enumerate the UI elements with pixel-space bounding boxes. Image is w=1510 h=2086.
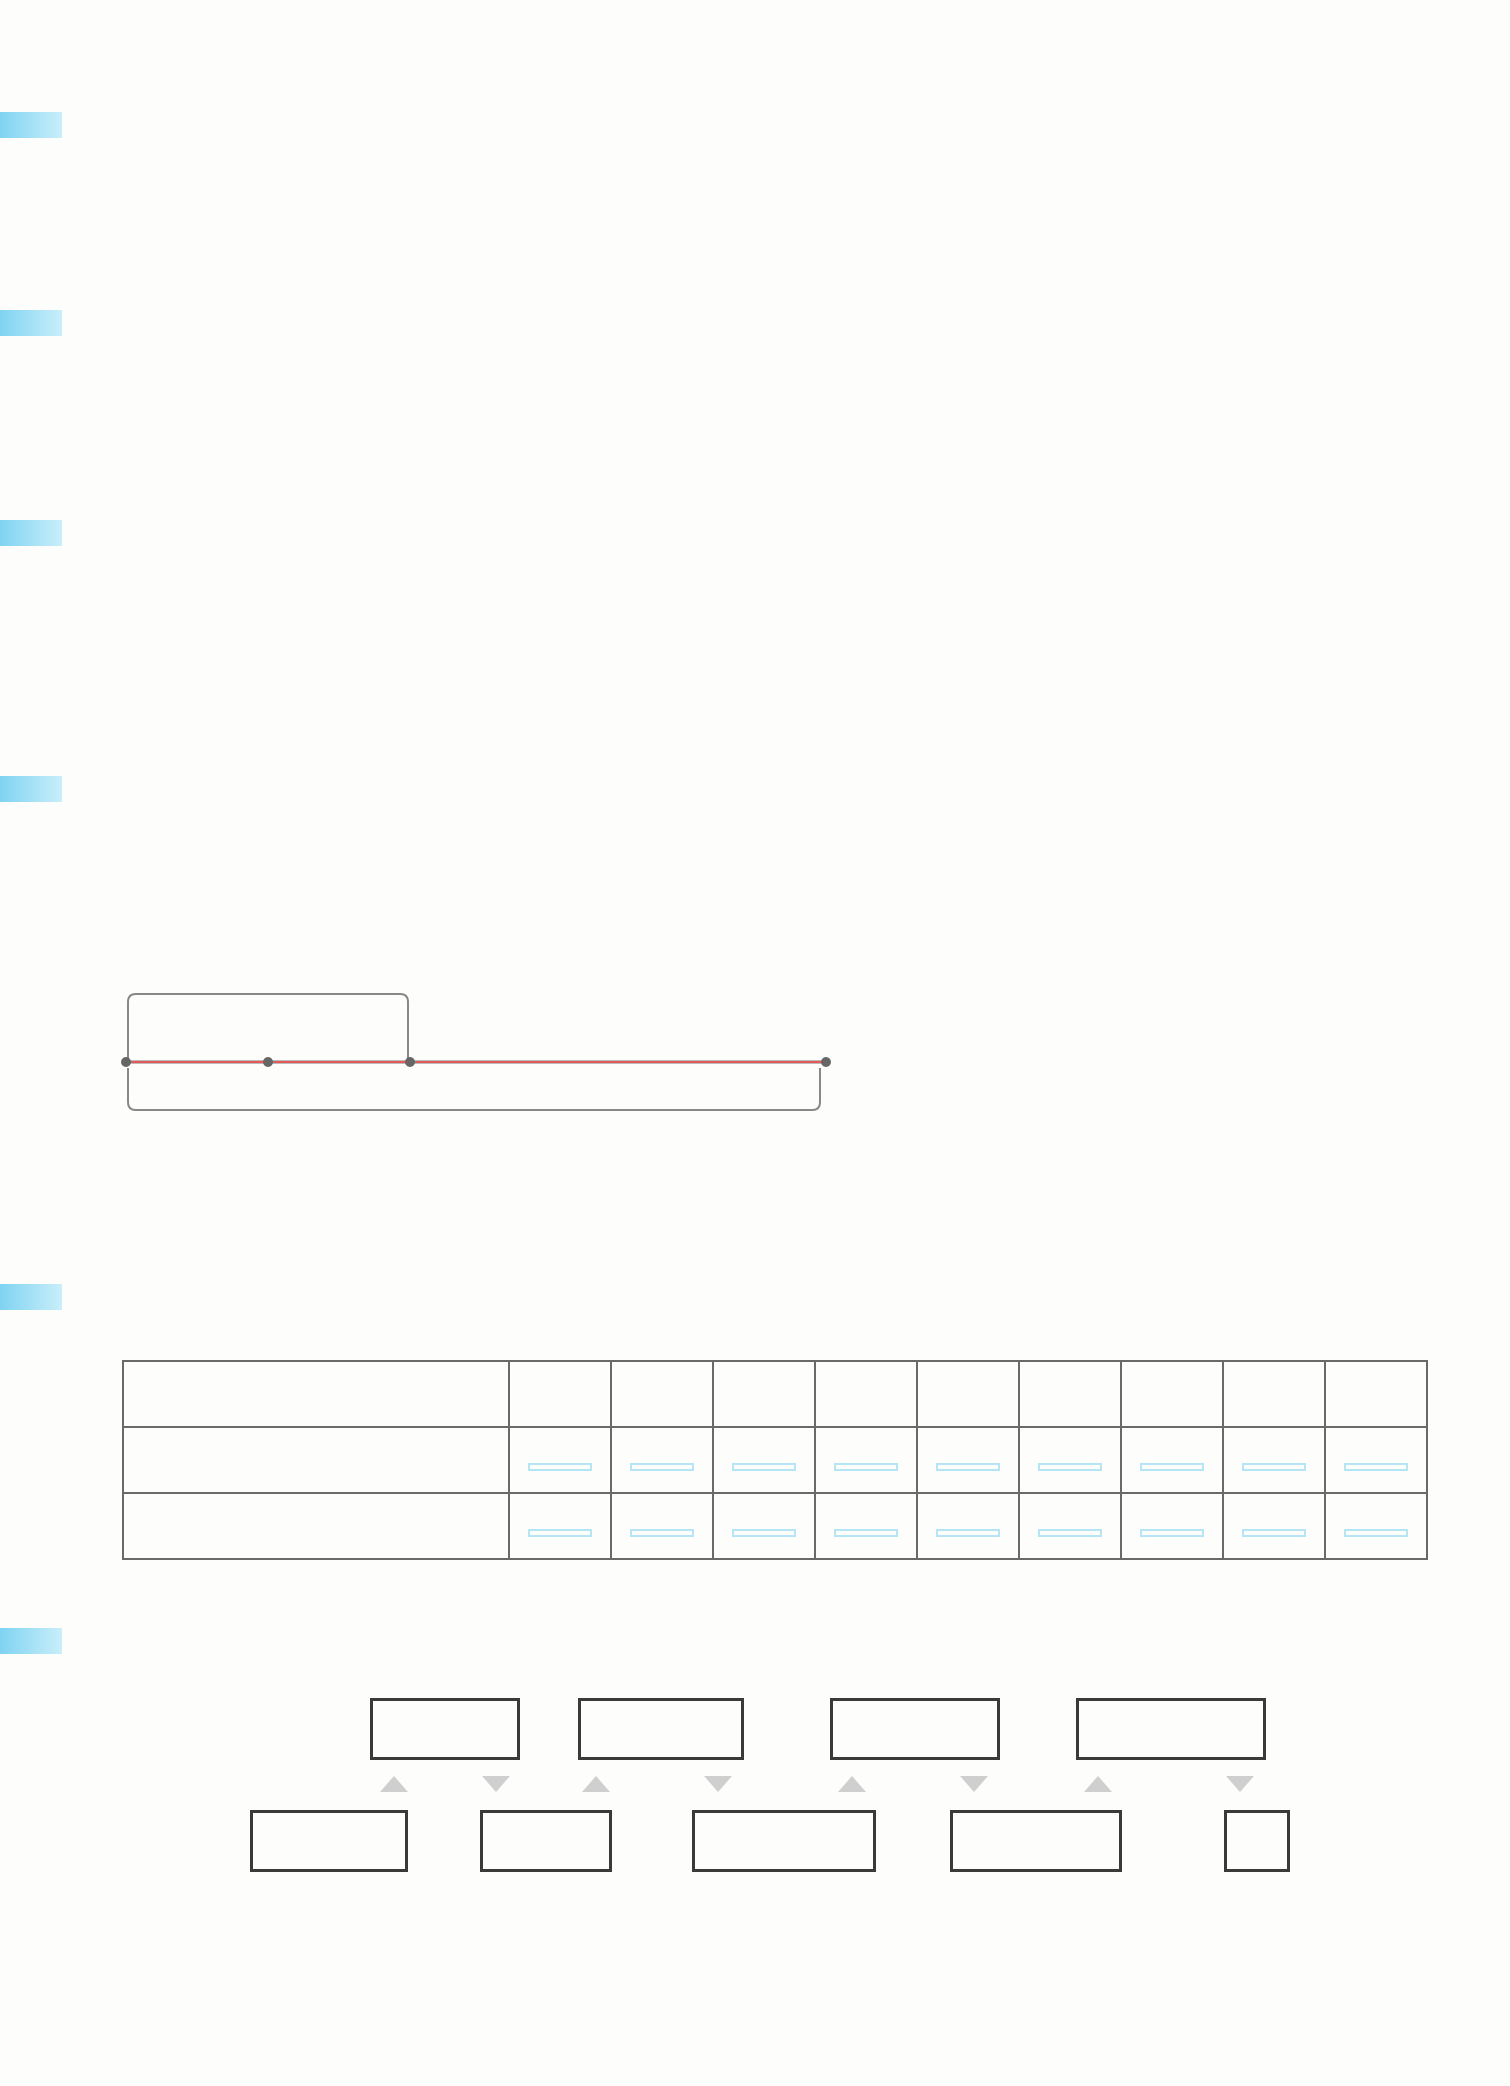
chain-arrow-down-icon	[1226, 1776, 1254, 1792]
chain-box[interactable]	[950, 1810, 1122, 1872]
chain-box[interactable]	[250, 1810, 408, 1872]
table-cell	[509, 1427, 611, 1493]
table-cell	[1019, 1361, 1121, 1427]
table-cell	[713, 1493, 815, 1559]
number-table	[122, 1360, 1428, 1560]
table-row	[123, 1361, 1427, 1427]
chain-arrow-up-icon	[838, 1776, 866, 1792]
chain-box[interactable]	[480, 1810, 612, 1872]
table-row	[123, 1493, 1427, 1559]
table-row	[123, 1427, 1427, 1493]
table-cell	[917, 1427, 1019, 1493]
segment-point	[405, 1057, 415, 1067]
table-cell	[917, 1493, 1019, 1559]
segment-point	[263, 1057, 273, 1067]
task-marker	[0, 776, 62, 802]
chain-box[interactable]	[578, 1698, 744, 1760]
answer-box[interactable]	[834, 1529, 898, 1537]
table-cell	[611, 1427, 713, 1493]
table-cell	[1223, 1493, 1325, 1559]
answer-box[interactable]	[936, 1529, 1000, 1537]
answer-box[interactable]	[1242, 1529, 1306, 1537]
task-marker	[0, 520, 62, 546]
task-marker	[0, 310, 62, 336]
answer-box[interactable]	[732, 1529, 796, 1537]
answer-box[interactable]	[528, 1463, 592, 1471]
table-cell	[1019, 1427, 1121, 1493]
answer-box[interactable]	[1038, 1529, 1102, 1537]
table-cell	[917, 1361, 1019, 1427]
table-cell	[509, 1361, 611, 1427]
table-cell	[1325, 1361, 1427, 1427]
answer-box[interactable]	[1140, 1463, 1204, 1471]
chain-arrow-down-icon	[960, 1776, 988, 1792]
table-cell	[1223, 1361, 1325, 1427]
chain-box[interactable]	[1076, 1698, 1266, 1760]
chain-arrow-up-icon	[380, 1776, 408, 1792]
table-cell	[713, 1427, 815, 1493]
answer-box[interactable]	[1344, 1463, 1408, 1471]
table-cell	[815, 1427, 917, 1493]
answer-box[interactable]	[1242, 1463, 1306, 1471]
row-label	[123, 1427, 509, 1493]
chain-arrow-up-icon	[1084, 1776, 1112, 1792]
answer-box[interactable]	[630, 1529, 694, 1537]
table-cell	[611, 1361, 713, 1427]
answer-box[interactable]	[528, 1529, 592, 1537]
answer-box[interactable]	[936, 1463, 1000, 1471]
table-cell	[1223, 1427, 1325, 1493]
table-cell	[815, 1361, 917, 1427]
chain-box[interactable]	[830, 1698, 1000, 1760]
chain-arrow-up-icon	[582, 1776, 610, 1792]
answer-box[interactable]	[834, 1463, 898, 1471]
segment-point	[121, 1057, 131, 1067]
table-cell	[1325, 1427, 1427, 1493]
table-cell	[1325, 1493, 1427, 1559]
row-label	[123, 1493, 509, 1559]
answer-box[interactable]	[732, 1463, 796, 1471]
chain-arrow-down-icon	[482, 1776, 510, 1792]
task-marker	[0, 112, 62, 138]
table-cell	[1121, 1427, 1223, 1493]
table-cell	[509, 1493, 611, 1559]
table-cell	[611, 1493, 713, 1559]
table-cell	[1019, 1493, 1121, 1559]
table-cell	[713, 1361, 815, 1427]
table-cell	[1121, 1361, 1223, 1427]
answer-box[interactable]	[1140, 1529, 1204, 1537]
task-marker	[0, 1284, 62, 1310]
answer-box[interactable]	[1038, 1463, 1102, 1471]
chain-box[interactable]	[692, 1810, 876, 1872]
table-cell	[815, 1493, 917, 1559]
segment-point	[821, 1057, 831, 1067]
chain-box[interactable]	[370, 1698, 520, 1760]
row-label	[123, 1361, 509, 1427]
chain-arrow-down-icon	[704, 1776, 732, 1792]
answer-box[interactable]	[630, 1463, 694, 1471]
answer-box[interactable]	[1344, 1529, 1408, 1537]
table-cell	[1121, 1493, 1223, 1559]
chain-box[interactable]	[1224, 1810, 1290, 1872]
segment-diagram	[120, 990, 840, 1120]
task-marker	[0, 1628, 62, 1654]
